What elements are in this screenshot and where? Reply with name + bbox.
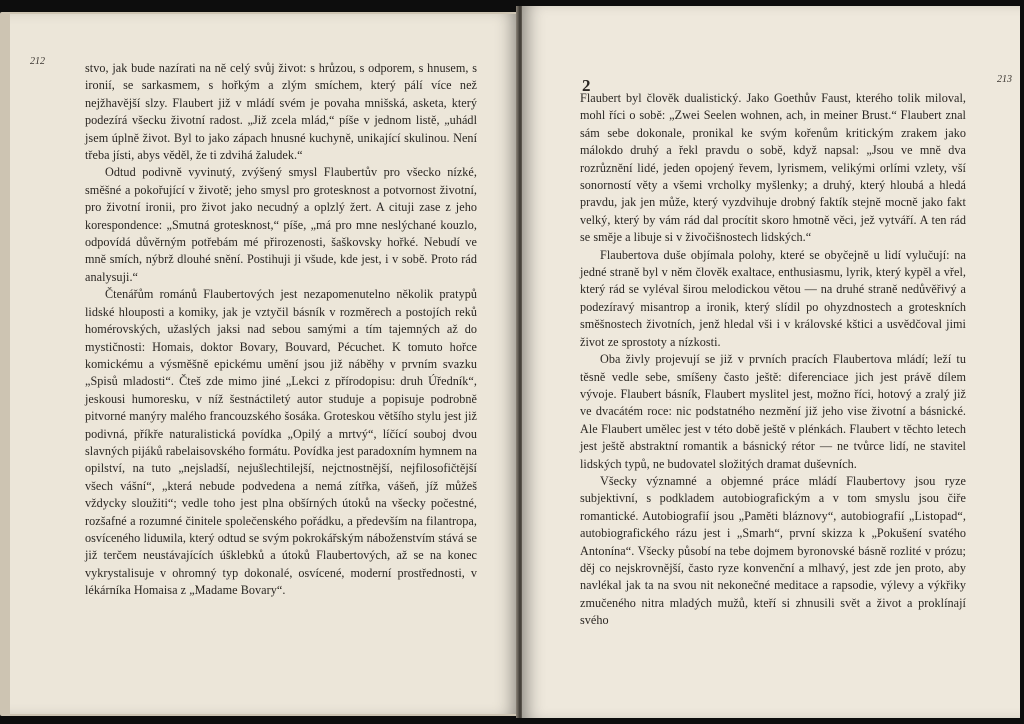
right-page-number: 213	[997, 74, 1012, 85]
right-paragraph: Všecky významné a objemné práce mládí Flaubertovy jsou ryze subjektivní, s podkladem autobiografickým a v tom smyslu jsou čiře romantické. Autobiografií jsou „Paměti bláznovy“, autobiografií „Listopad“, autobiografického rázu jest i „Smarh“, první skizza k „Pokušení svatého Antonína“. Všecky působí na tebe dojmem byronovské básně rozlité v prózu; děj co nejskrovnější, často ryze konvenční a mlhavý, jest zde jen proto, aby navlékal jak ta na svou nit nekonečné meditace a rapsodie, výlevy a výkřiky zmučeného nitra mladých mužů, kteří si zhnusili svět a život a proklínají svého	[580, 473, 966, 628]
right-page-body	[580, 90, 966, 630]
left-page-body	[85, 60, 477, 600]
right-paragraph: Flaubert byl člověk dualistický. Jako Goethův Faust, kterého tolik miloval, mohl říci o sobě: „Zwei Seelen wohnen, ach, in meiner Brust.“ Flaubert znal sám sebe dokonale, pronikal ke svým kořenům kritickým zrakem jako málokdo druhý a řekl pravdu o sobě, když napsal: „Jsou ve mně dva rozrůznění lidé, jeden opojený řevem, lyrismem, velikými orlími vzlety, vší sonorností věty a všemi vrcholky myšlenky; a druhý, který hloubá a hledá pravdu, jak jen může, který vyzdvihuje drobný faktík stejně mocně jako fakt velký, který by vám rád dal procítit skoro hmotně věci, jež vytváří. A ten rád se směje a libuje si v živočišnostech lidských.“	[580, 91, 966, 245]
left-paragraph: Čtenářům románů Flaubertových jest nezapomenutelno několik pratypů lidské hlouposti a komiky, jak je vztyčil básník v rozměrech a postojích reků homérovských, užaslých jaksi nad sebou samými a tím tajemných až do mystičnosti: Homais, doktor Bovary, Bouvard, Pécuchet. K tomuto hořce komickému a výsměšně epickému umění jsou již náběhy v prvním svazku „Spisů mladosti“. Čteš zde mimo jiné „Lekci z přírodopisu: druh Úředník“, jeskousi humoresku, v níž šestnáctiletý autor studuje a popisuje podrobně pitvorné manýry malého francouzského šosáka. Groteskou většího stylu jest již podivná, příkře naturalistická povídka „Opilý a mrtvý“, líčící souboj dvou slavných pijáků rabelaisovského formátu. Povídka jest paradoxním hymnem na opilství, na tuto „nejsladší, nejušlechtilejší, nejctnostnější, nejfilosofičtější všech vášní“, „která nebude podvedena a nemá zítřka, vášeň, jíž můžeš vždycky sloužiti“; vedle toho jest plna obšírných útoků na všecky počestné, rozšafné a rozumné činitele společenského pořádku, a především na filantropa, osvíceného liduмila, který odtud se svým pokrokářským náboženstvím stává se již terčem neustávajících úšklebků a útoků Flaubertových, až se na konec vykrystalisuje v ohromný typ dokonalé, osvícené, moderní prostřednosti, v lékárníka Homaisa z „Madame Bovary“.	[85, 287, 477, 598]
left-page-number: 212	[30, 56, 45, 67]
left-paragraph: Odtud podivně vyvinutý, zvýšený smysl Flaubertův pro všecko nízké, směšné a pokořující v životě; jeho smysl pro grotesknost a potvornost životní, pro životní ironii, pro život jako necudný a oplzlý žert. A cituji zase z jeho korespondence: „Smutná grotesknost,“ píše, „má pro mne neslýchané kouzlo, odpovídá důvěrným potřebám mé přirozenosti, šaškovsky hořké. Nebudí ve mně smích, nýbrž dlouhé snění. Postihuji ji všude, kde jest, i v sobě. Proto rád analysuji.“	[85, 165, 477, 284]
left-paragraph: stvo, jak bude nazírati na ně celý svůj život: s hrůzou, s odporem, s hnusem, s ironií, se sarkasmem, s hořkým a zlým smíchem, který pálí více než nejžhavější slzy. Flaubert již v mládí svém je povaha mnišská, asketa, který podezírá všecku životní radost. „Již zcela mlád,“ píše v jednom listě, „uhádl jsem úplně život. Byl to jako zápach hnusné kuchyně, unikající skulinou. Není třeba jísti, abys věděl, že ti zdvihá žaludek.“	[85, 61, 477, 163]
right-paragraph: Oba živly projevují se již v prvních pracích Flaubertova mládí; leží tu těsně vedle sebe, smíšeny často ještě: diferenciace jich jest právě dílem vývoje. Flaubert básník, Flaubert myslitel jest, možno říci, hotový a zralý již ve dvacátém roce: nic podstatného nezmění již jeho vise životní a básnické. Ale Flaubert umělec jest v této době ještě v plénkách. Flaubert v těchto letech jest ještě abstraktní romantik a básnický rétor — ne tvůrce lidí, ne stavitel lidských typů, ne budovatel složitých dramat duševních.	[580, 352, 966, 471]
right-page	[522, 6, 1020, 718]
left-page	[10, 14, 518, 714]
right-paragraph: Flaubertova duše objímala polohy, které se obyčejně u lidí vylučují: na jedné straně byl v něm člověk exaltace, enthusiasmu, lyrik, který kypěl a vřel, který rád se vyléval širou melodickou větou — na druhé straně nedůvěřivý a podezíravý misantrop a ironik, který slídil po ohyzdnostech a groteskních směšnostech životních, jenž hledal vši i v královské kštici a usvědčoval jimi život ze sprostoty a nízkosti.	[580, 247, 966, 349]
chapter-number: 2	[582, 76, 591, 95]
